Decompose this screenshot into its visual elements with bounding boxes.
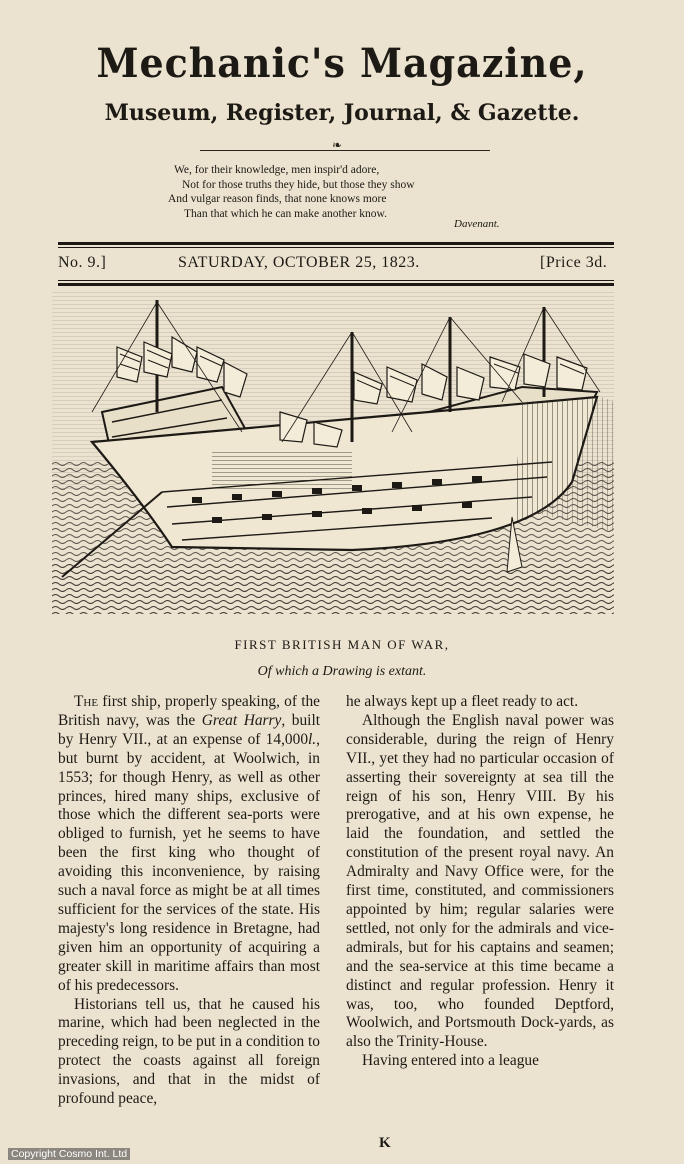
article-paragraph	[58, 693, 320, 996]
drop-word: The	[74, 693, 99, 710]
top-rule	[58, 242, 614, 245]
article-paragraph: Although the English naval power was considerable, during the reign of Henry VII., yet they had no particular occasion of asserting their sovereignty at sea till the reign of his son, Henry VIII. By his prerogative, and at his own expense, he laid the foundation, and settled the constitution of the present royal navy. An Admiralty and Navy Office were, for the first time, constituted, and commissioners appointed by him; regular salaries were settled, not only for the admirals and vice-admirals, but for his captains and seamen; and the sea-service at this time became a distinct and regular profession. Henry it was, too, who founded Deptford, Woolwich, and Portsmouth Dock-yards, as also the Trinity-House.	[346, 711, 614, 1051]
ornament-rule	[200, 150, 490, 151]
article-paragraph: Historians tell us, that he caused his marine, which had been neglected in the preceding reign, to be put in a condition to protect the coasts against all foreign invasions, and that in the midst of profound peace,	[58, 995, 321, 1108]
currency-unit: l.	[308, 730, 317, 748]
issue-date: SATURDAY, OCTOBER 25, 1823.	[178, 254, 420, 271]
issue-number: No. 9.]	[58, 254, 107, 271]
article-column-left	[58, 693, 320, 1109]
motto-line: Than that which he can make another know.	[184, 207, 387, 220]
motto-attribution: Davenant.	[454, 218, 500, 230]
bar-rule-thin	[58, 280, 614, 281]
text-run: first ship, properly speaking, of the British navy, was the	[58, 693, 320, 729]
masthead-subtitle: Museum, Register, Journal, & Gazette.	[104, 100, 580, 126]
illustration-subcaption: Of which a Drawing is extant.	[257, 664, 427, 679]
issue-price: [Price 3d.	[540, 254, 608, 271]
article-column-right	[346, 693, 614, 1071]
ship-engraving	[52, 292, 614, 614]
masthead-title: Mechanic's Magazine,	[96, 40, 588, 87]
article-paragraph: he always kept up a fleet ready to act.	[346, 693, 579, 710]
article-paragraph: Having entered into a league	[362, 1052, 539, 1070]
motto-line: And vulgar reason finds, that none knows more	[168, 193, 387, 205]
top-rule-thin	[58, 247, 614, 248]
bar-rule	[58, 283, 614, 286]
ornament-icon: ❧	[332, 138, 343, 152]
signature-mark: K	[379, 1135, 391, 1151]
text-run: , built by Henry VII., at an expense of 14,000	[58, 711, 321, 748]
copyright-notice: Copyright Cosmo Int. Ltd	[8, 1148, 130, 1160]
motto-line: Not for those truths they hide, but those they show	[182, 178, 415, 191]
text-run: , but burnt by accident, at Woolwich, in 1553; for though Henry, as well as other princes, hired many ships, exclusive of those which the different sea-ports were obliged to furnish, yet he seems to have been the first king who thought of avoiding this inconvenience, by raising such a naval force as might be at all times sufficient for the services of the state. His majesty's long residence in Bretagne, had given him an opportunity of acquiring a greater skill in maritime affairs than most of his predecessors.	[58, 730, 320, 994]
motto-verse	[168, 163, 468, 221]
illustration-caption: FIRST BRITISH MAN OF WAR,	[234, 637, 450, 652]
ship-name: Great Harry	[201, 711, 282, 729]
motto-line: We, for their knowledge, men inspir'd adore,	[174, 164, 380, 176]
